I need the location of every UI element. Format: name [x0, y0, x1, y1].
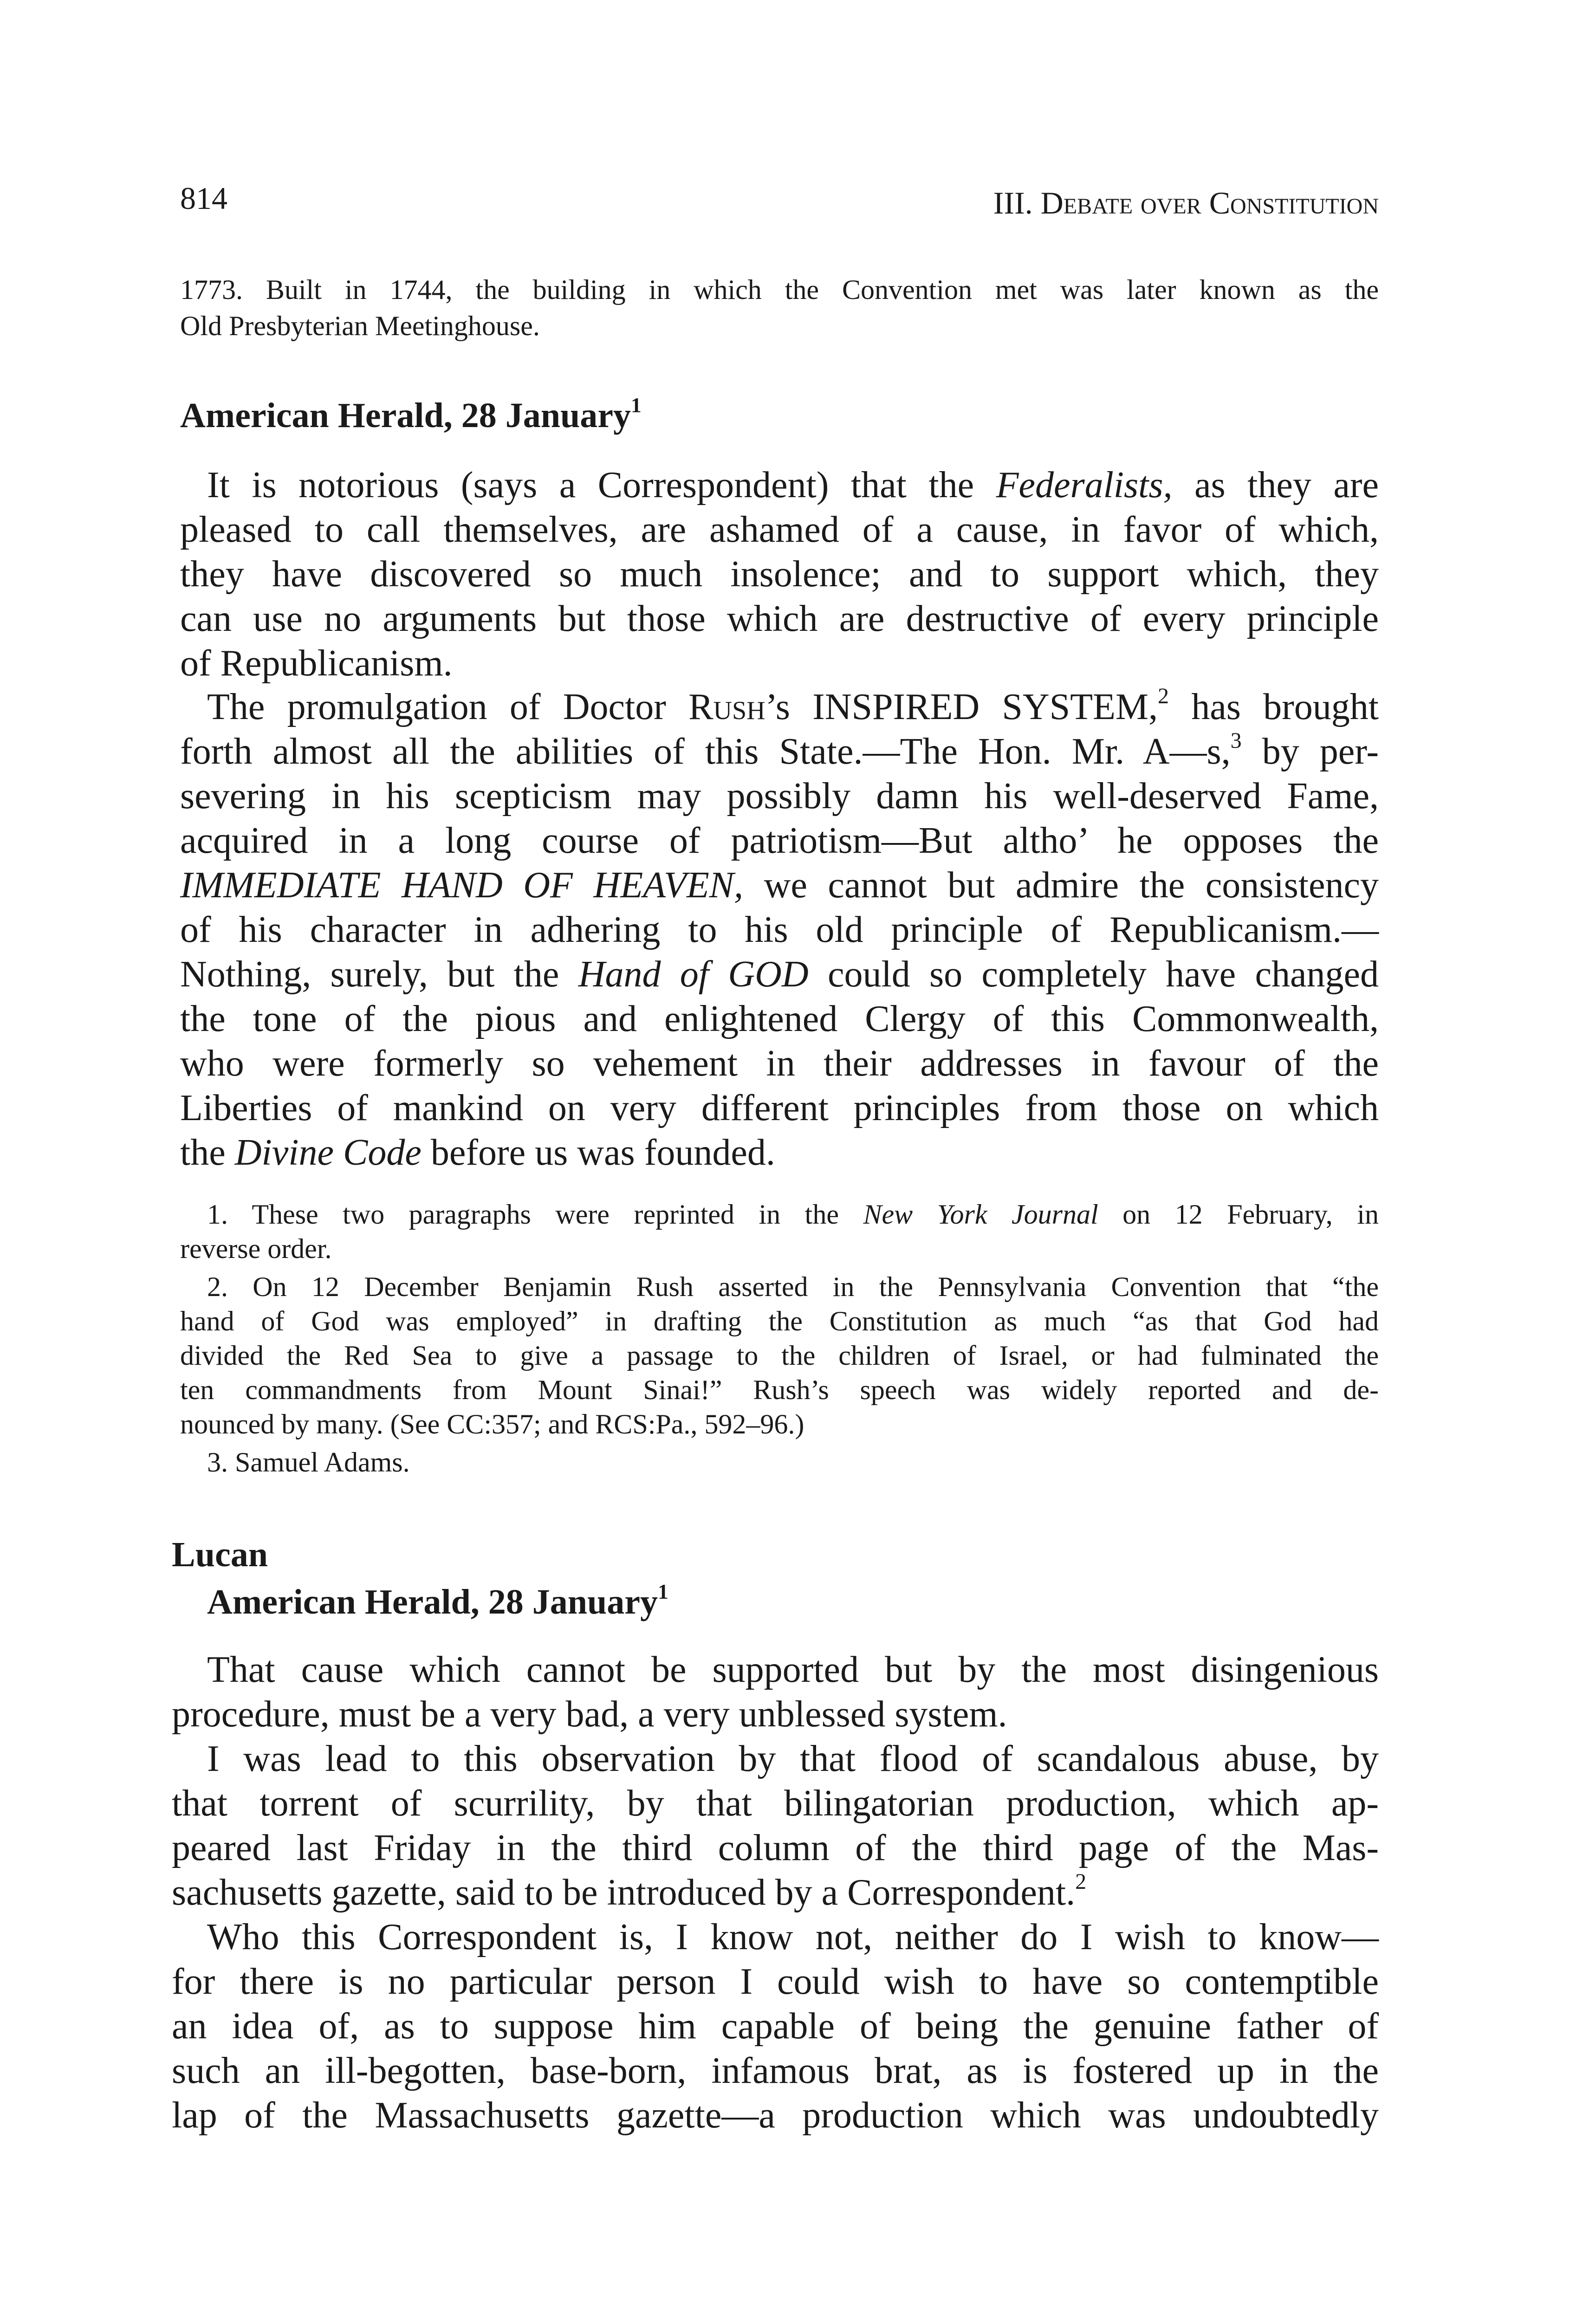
footnote-marker: 3: [1230, 728, 1242, 753]
body-line: I was lead to this observation by that flood of scandalous abuse, by: [207, 1738, 1379, 1779]
continued-note-line: 1773. Built in 1744, the building in which the Convention met was later known as the: [180, 274, 1379, 305]
body-line: an idea of, as to suppose him capable of being the genuine father of: [172, 2006, 1379, 2047]
body-line: of his character in adhering to his old principle of Republicanism.—: [180, 909, 1379, 950]
article-title: American Herald, 28 January$^1$: [180, 393, 642, 435]
page-number: 814: [180, 181, 227, 216]
body-line: That cause which cannot be supported but by the most disingenious: [207, 1649, 1379, 1690]
body-line: they have discovered so much insolence; and to support which, they: [180, 554, 1379, 595]
body-line: lap of the Massachusetts gazette—a production which was undoubtedly: [172, 2095, 1379, 2136]
footnote-line: reverse order.: [180, 1233, 332, 1264]
body-line: of Republicanism.: [180, 643, 453, 684]
continued-note-line: Old Presbyterian Meetinghouse.: [180, 311, 540, 341]
body-line: the Divine Code before us was founded.: [180, 1132, 775, 1173]
body-line: pleased to call themselves, are ashamed of a cause, in favor of which,: [180, 509, 1379, 550]
body-line: It is notorious (says a Correspondent) that the Federalists, as they are: [207, 465, 1379, 506]
body-line: Nothing, surely, but the Hand of GOD could so completely have changed: [180, 954, 1379, 995]
footnote-line: 2. On 12 December Benjamin Rush asserted in the Pennsylvania Convention that “the: [207, 1271, 1379, 1302]
body-line: sachusetts gazette, said to be introduced by a Correspondent.$^2$: [172, 1869, 1087, 1913]
running-title: III. Debate over Constitution: [993, 185, 1379, 220]
footnote-line: 3. Samuel Adams.: [207, 1447, 410, 1478]
footnote-marker: 2: [1075, 1869, 1087, 1894]
body-line: peared last Friday in the third column of the third page of the Mas-: [172, 1828, 1379, 1868]
body-line: procedure, must be a very bad, a very unblessed system.: [172, 1694, 1007, 1735]
body-line: acquired in a long course of patriotism—But altho’ he opposes the: [180, 820, 1379, 861]
footnote-marker: 1: [631, 393, 642, 417]
body-line: the tone of the pious and enlightened Clergy of this Commonwealth,: [180, 998, 1379, 1039]
author-heading: Lucan: [172, 1535, 268, 1574]
footnote-line: 1. These two paragraphs were reprinted in the New York Journal on 12 February, in: [207, 1199, 1379, 1230]
footnote-line: divided the Red Sea to give a passage to the children of Israel, or had fulminated the: [180, 1340, 1379, 1371]
footnote-marker: 2: [1158, 684, 1169, 709]
body-line: can use no arguments but those which are destructive of every principle: [180, 598, 1379, 639]
body-line: such an ill-begotten, base-born, infamous brat, as is fostered up in the: [172, 2050, 1379, 2091]
article-title: American Herald, 28 January$^1$: [207, 1580, 668, 1621]
body-line: severing in his scepticism may possibly damn his well-deserved Fame,: [180, 776, 1379, 817]
footnote-line: ten commandments from Mount Sinai!” Rush’s speech was widely reported and de-: [180, 1374, 1379, 1405]
footnote-line: nounced by many. (See CC:357; and RCS:Pa., 592–96.): [180, 1409, 804, 1439]
body-line: Who this Correspondent is, I know not, neither do I wish to know—: [207, 1917, 1379, 1958]
body-line: for there is no particular person I could wish to have so contemptible: [172, 1961, 1379, 2002]
body-line: forth almost all the abilities of this State.—The Hon. Mr. A—s,$^3$ by per-: [180, 728, 1379, 772]
footnote-marker: 1: [658, 1580, 668, 1604]
body-line: IMMEDIATE HAND OF HEAVEN, we cannot but admire the consistency: [180, 865, 1379, 906]
body-line: The promulgation of Doctor Rush’s INSPIRED SYSTEM,$^2$ has brought: [207, 684, 1379, 727]
footnote-line: hand of God was employed” in drafting the Constitution as much “as that God had: [180, 1306, 1379, 1336]
body-line: Liberties of mankind on very different principles from those on which: [180, 1088, 1379, 1128]
body-line: that torrent of scurrility, by that bilingatorian production, which ap-: [172, 1783, 1379, 1824]
body-line: who were formerly so vehement in their addresses in favour of the: [180, 1043, 1379, 1084]
